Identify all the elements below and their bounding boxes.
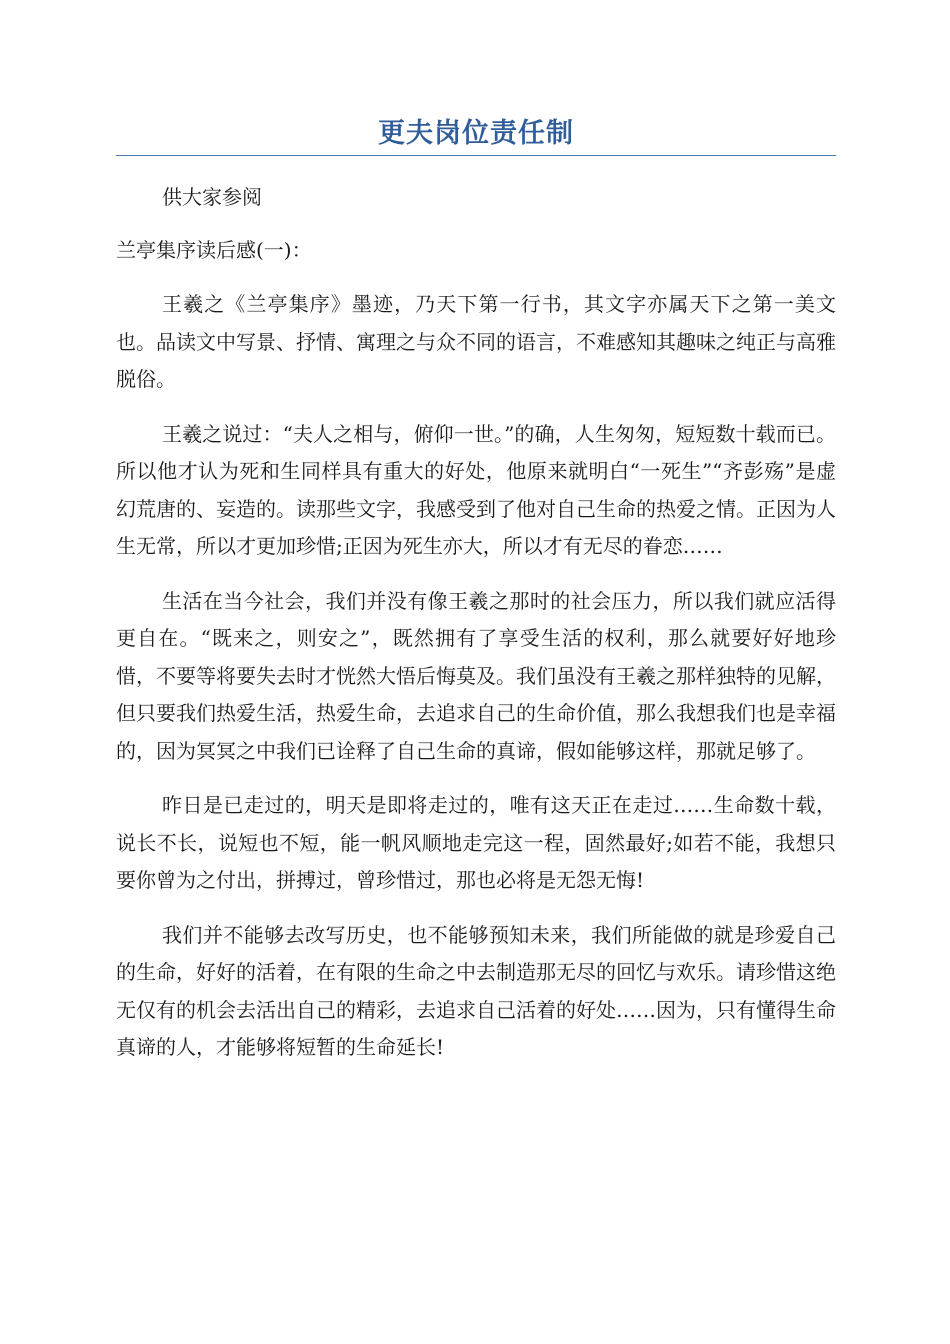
paragraph-2: 王羲之说过：“夫人之相与，俯仰一世。”的确，人生匆匆，短短数十载而已。所以他才认为死和生同样具有重大的好处，他原来就明白“一死生”“齐彭殇”是虚幻荒唐的、妄造的。读那些文字，我感受到了他对自己生命的热爱之情。正因为人生无常，所以才更加珍惜;正因为死生亦大，所以才有无尽的眷恋……: [116, 421, 836, 558]
paragraph-4: 昨日是已走过的，明天是即将走过的，唯有这天正在走过……生命数十载，说长不长，说短也不短，能一帆风顺地走完这一程，固然最好;如若不能，我想只要你曾为之付出，拼搏过，曾珍惜过，那也必将是无怨无悔!: [116, 793, 836, 892]
document-page: [116, 112, 836, 1067]
paragraph-5: 我们并不能够去改写历史，也不能够预知未来，我们所能做的就是珍爱自己的生命，好好的活着，在有限的生命之中去制造那无尽的回忆与欢乐。请珍惜这绝无仅有的机会去活出自己的精彩，去追求自己活着的好处……因为，只有懂得生命真谛的人，才能够将短暂的生命延长!: [116, 922, 836, 1059]
document-subtitle: 供大家参阅: [162, 185, 262, 209]
document-title: 更夫岗位责任制: [378, 118, 574, 149]
section-heading: 兰亭集序读后感(一)：: [116, 238, 312, 262]
paragraph-1: 王羲之《兰亭集序》墨迹，乃天下第一行书，其文字亦属天下之第一美文也。品读文中写景、抒情、寓理之与众不同的语言，不难感知其趣味之纯正与高雅脱俗。: [116, 292, 836, 391]
paragraph-3: 生活在当今社会，我们并没有像王羲之那时的社会压力，所以我们就应活得更自在。“既来之，则安之”，既然拥有了享受生活的权利，那么就要好好地珍惜，不要等将要失去时才恍然大悟后悔莫及。我们虽没有王羲之那样独特的见解，但只要我们热爱生活，热爱生命，去追求自己的生命价值，那么我想我们也是幸福的，因为冥冥之中我们已诠释了自己生命的真谛，假如能够这样，那就足够了。: [116, 588, 836, 763]
